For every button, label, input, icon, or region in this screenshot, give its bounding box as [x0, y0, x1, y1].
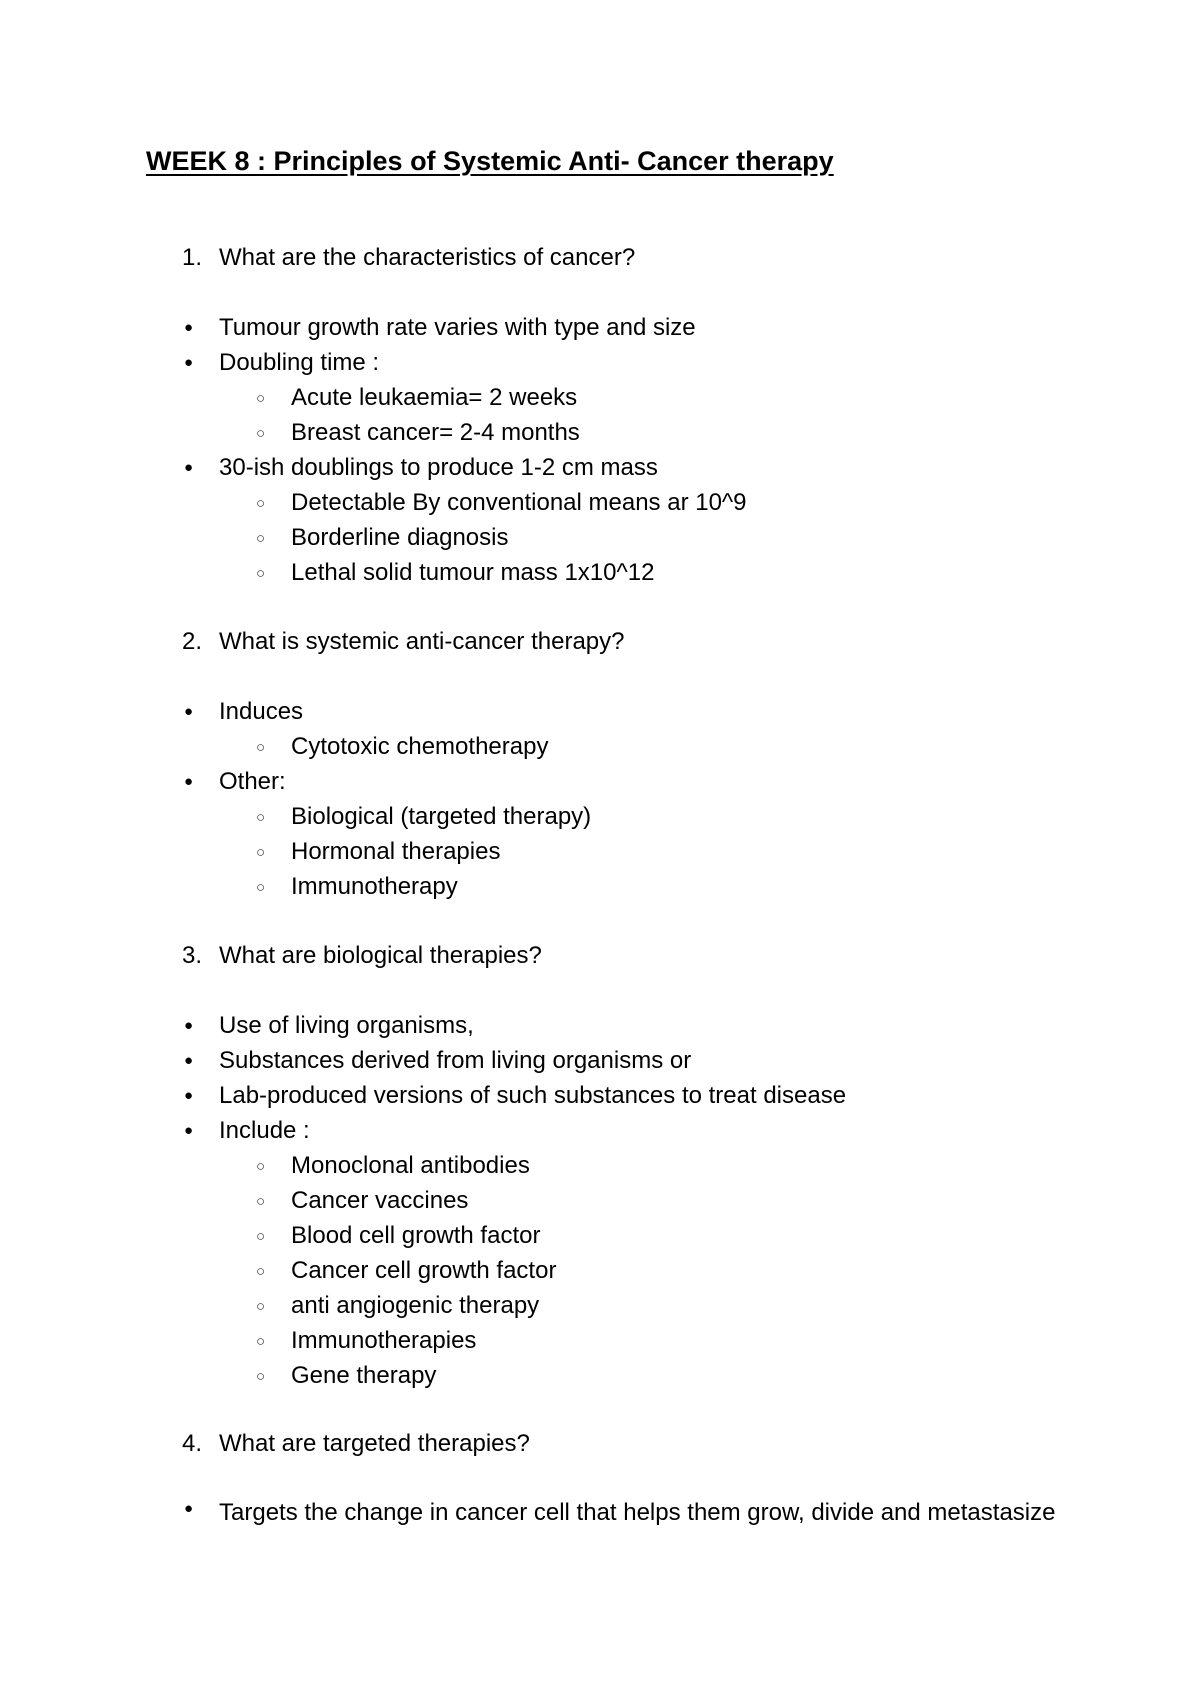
sub-list-item-text: Biological (targeted therapy)	[291, 803, 592, 830]
hollow-bullet-icon: ○	[256, 1158, 266, 1175]
hollow-bullet-icon: ○	[256, 425, 266, 442]
sub-list-item	[256, 559, 654, 588]
question-text: What are targeted therapies?	[219, 1430, 530, 1457]
list-item	[182, 314, 696, 342]
question-number: 3.	[182, 942, 203, 969]
list-item	[182, 768, 286, 796]
hollow-bullet-icon: ○	[256, 495, 266, 512]
sub-list-item-text: Gene therapy	[291, 1362, 437, 1389]
bullet-icon: ●	[184, 319, 194, 336]
hollow-bullet-icon: ○	[256, 809, 266, 826]
question-text: What is systemic anti-cancer therapy?	[219, 628, 625, 655]
sub-list-item	[256, 1362, 436, 1391]
hollow-bullet-icon: ○	[256, 879, 266, 896]
hollow-bullet-icon: ○	[256, 530, 266, 547]
sub-list-item-text: Immunotherapy	[291, 873, 458, 900]
list-item	[182, 698, 303, 726]
list-item-text: Include :	[219, 1117, 310, 1144]
sub-list-item-text: Monoclonal antibodies	[291, 1152, 530, 1179]
hollow-bullet-icon: ○	[256, 1368, 266, 1385]
question-number: 4.	[182, 1430, 203, 1457]
question-4	[182, 1430, 530, 1458]
bullet-icon: ●	[184, 354, 194, 371]
sub-list-item	[256, 838, 500, 867]
bullet-icon: ●	[184, 703, 194, 720]
question-1	[182, 244, 635, 272]
sub-list-item-text: Acute leukaemia= 2 weeks	[291, 384, 578, 411]
question-number: 1.	[182, 244, 203, 271]
hollow-bullet-icon: ○	[256, 1228, 266, 1245]
bullet-icon: ●	[184, 1122, 194, 1139]
hollow-bullet-icon: ○	[256, 1298, 266, 1315]
sub-list-item-text: anti angiogenic therapy	[291, 1292, 540, 1319]
sub-list-item	[256, 1327, 476, 1356]
sub-list-item	[256, 1292, 539, 1321]
sub-list-item	[256, 873, 458, 902]
sub-list-item-text: Blood cell growth factor	[291, 1222, 541, 1249]
sub-list-item	[256, 524, 508, 553]
list-item	[182, 1047, 691, 1075]
sub-list-item-text: Cancer vaccines	[291, 1187, 469, 1214]
list-item-text: Targets the change in cancer cell that helps them grow, divide and metastasize	[219, 1499, 1056, 1526]
sub-list-item	[256, 733, 548, 762]
list-item-text: Other:	[219, 768, 286, 795]
hollow-bullet-icon: ○	[256, 1333, 266, 1350]
hollow-bullet-icon: ○	[256, 565, 266, 582]
list-item	[182, 1082, 846, 1110]
question-number: 2.	[182, 628, 203, 655]
list-item-text: Induces	[219, 698, 304, 725]
question-text: What are biological therapies?	[219, 942, 542, 969]
bullet-icon: ●	[184, 1052, 194, 1069]
question-2	[182, 628, 624, 656]
list-item	[182, 1117, 310, 1145]
sub-list-item	[256, 419, 580, 448]
sub-list-item-text: Hormonal therapies	[291, 838, 501, 865]
list-item-text: Doubling time :	[219, 349, 380, 376]
question-text: What are the characteristics of cancer?	[219, 244, 636, 271]
hollow-bullet-icon: ○	[256, 1193, 266, 1210]
question-3	[182, 942, 542, 970]
page-title: WEEK 8 : Principles of Systemic Anti- Cancer therapy	[146, 146, 834, 176]
hollow-bullet-icon: ○	[256, 739, 266, 756]
sub-list-item	[256, 1187, 468, 1216]
hollow-bullet-icon: ○	[256, 844, 266, 861]
sub-list-item	[256, 803, 591, 832]
hollow-bullet-icon: ○	[256, 390, 266, 407]
sub-list-item	[256, 1222, 540, 1251]
sub-list-item-text: Breast cancer= 2-4 months	[291, 419, 580, 446]
list-item	[182, 454, 658, 482]
sub-list-item-text: Cancer cell growth factor	[291, 1257, 557, 1284]
list-item	[182, 1012, 474, 1040]
bullet-icon: ●	[184, 1017, 194, 1034]
sub-list-item-text: Cytotoxic chemotherapy	[291, 733, 549, 760]
sub-list-item	[256, 1152, 530, 1181]
sub-list-item-text: Lethal solid tumour mass 1x10^12	[291, 559, 655, 586]
bullet-icon: ●	[184, 1500, 194, 1517]
list-item-text: Substances derived from living organisms or	[219, 1047, 692, 1074]
list-item-text: Lab-produced versions of such substances to treat disease	[219, 1082, 847, 1109]
sub-list-item-text: Immunotherapies	[291, 1327, 477, 1354]
bullet-icon: ●	[184, 773, 194, 790]
list-item	[182, 349, 379, 377]
sub-list-item	[256, 1257, 556, 1286]
list-item-text: 30-ish doublings to produce 1-2 cm mass	[219, 454, 658, 481]
list-item-text: Use of living organisms,	[219, 1012, 474, 1039]
bullet-icon: ●	[184, 1087, 194, 1104]
sub-list-item	[256, 489, 747, 518]
sub-list-item-text: Borderline diagnosis	[291, 524, 509, 551]
list-item-text: Tumour growth rate varies with type and size	[219, 314, 696, 341]
sub-list-item-text: Detectable By conventional means ar 10^9	[291, 489, 747, 516]
hollow-bullet-icon: ○	[256, 1263, 266, 1280]
sub-list-item	[256, 384, 577, 413]
bullet-icon: ●	[184, 459, 194, 476]
